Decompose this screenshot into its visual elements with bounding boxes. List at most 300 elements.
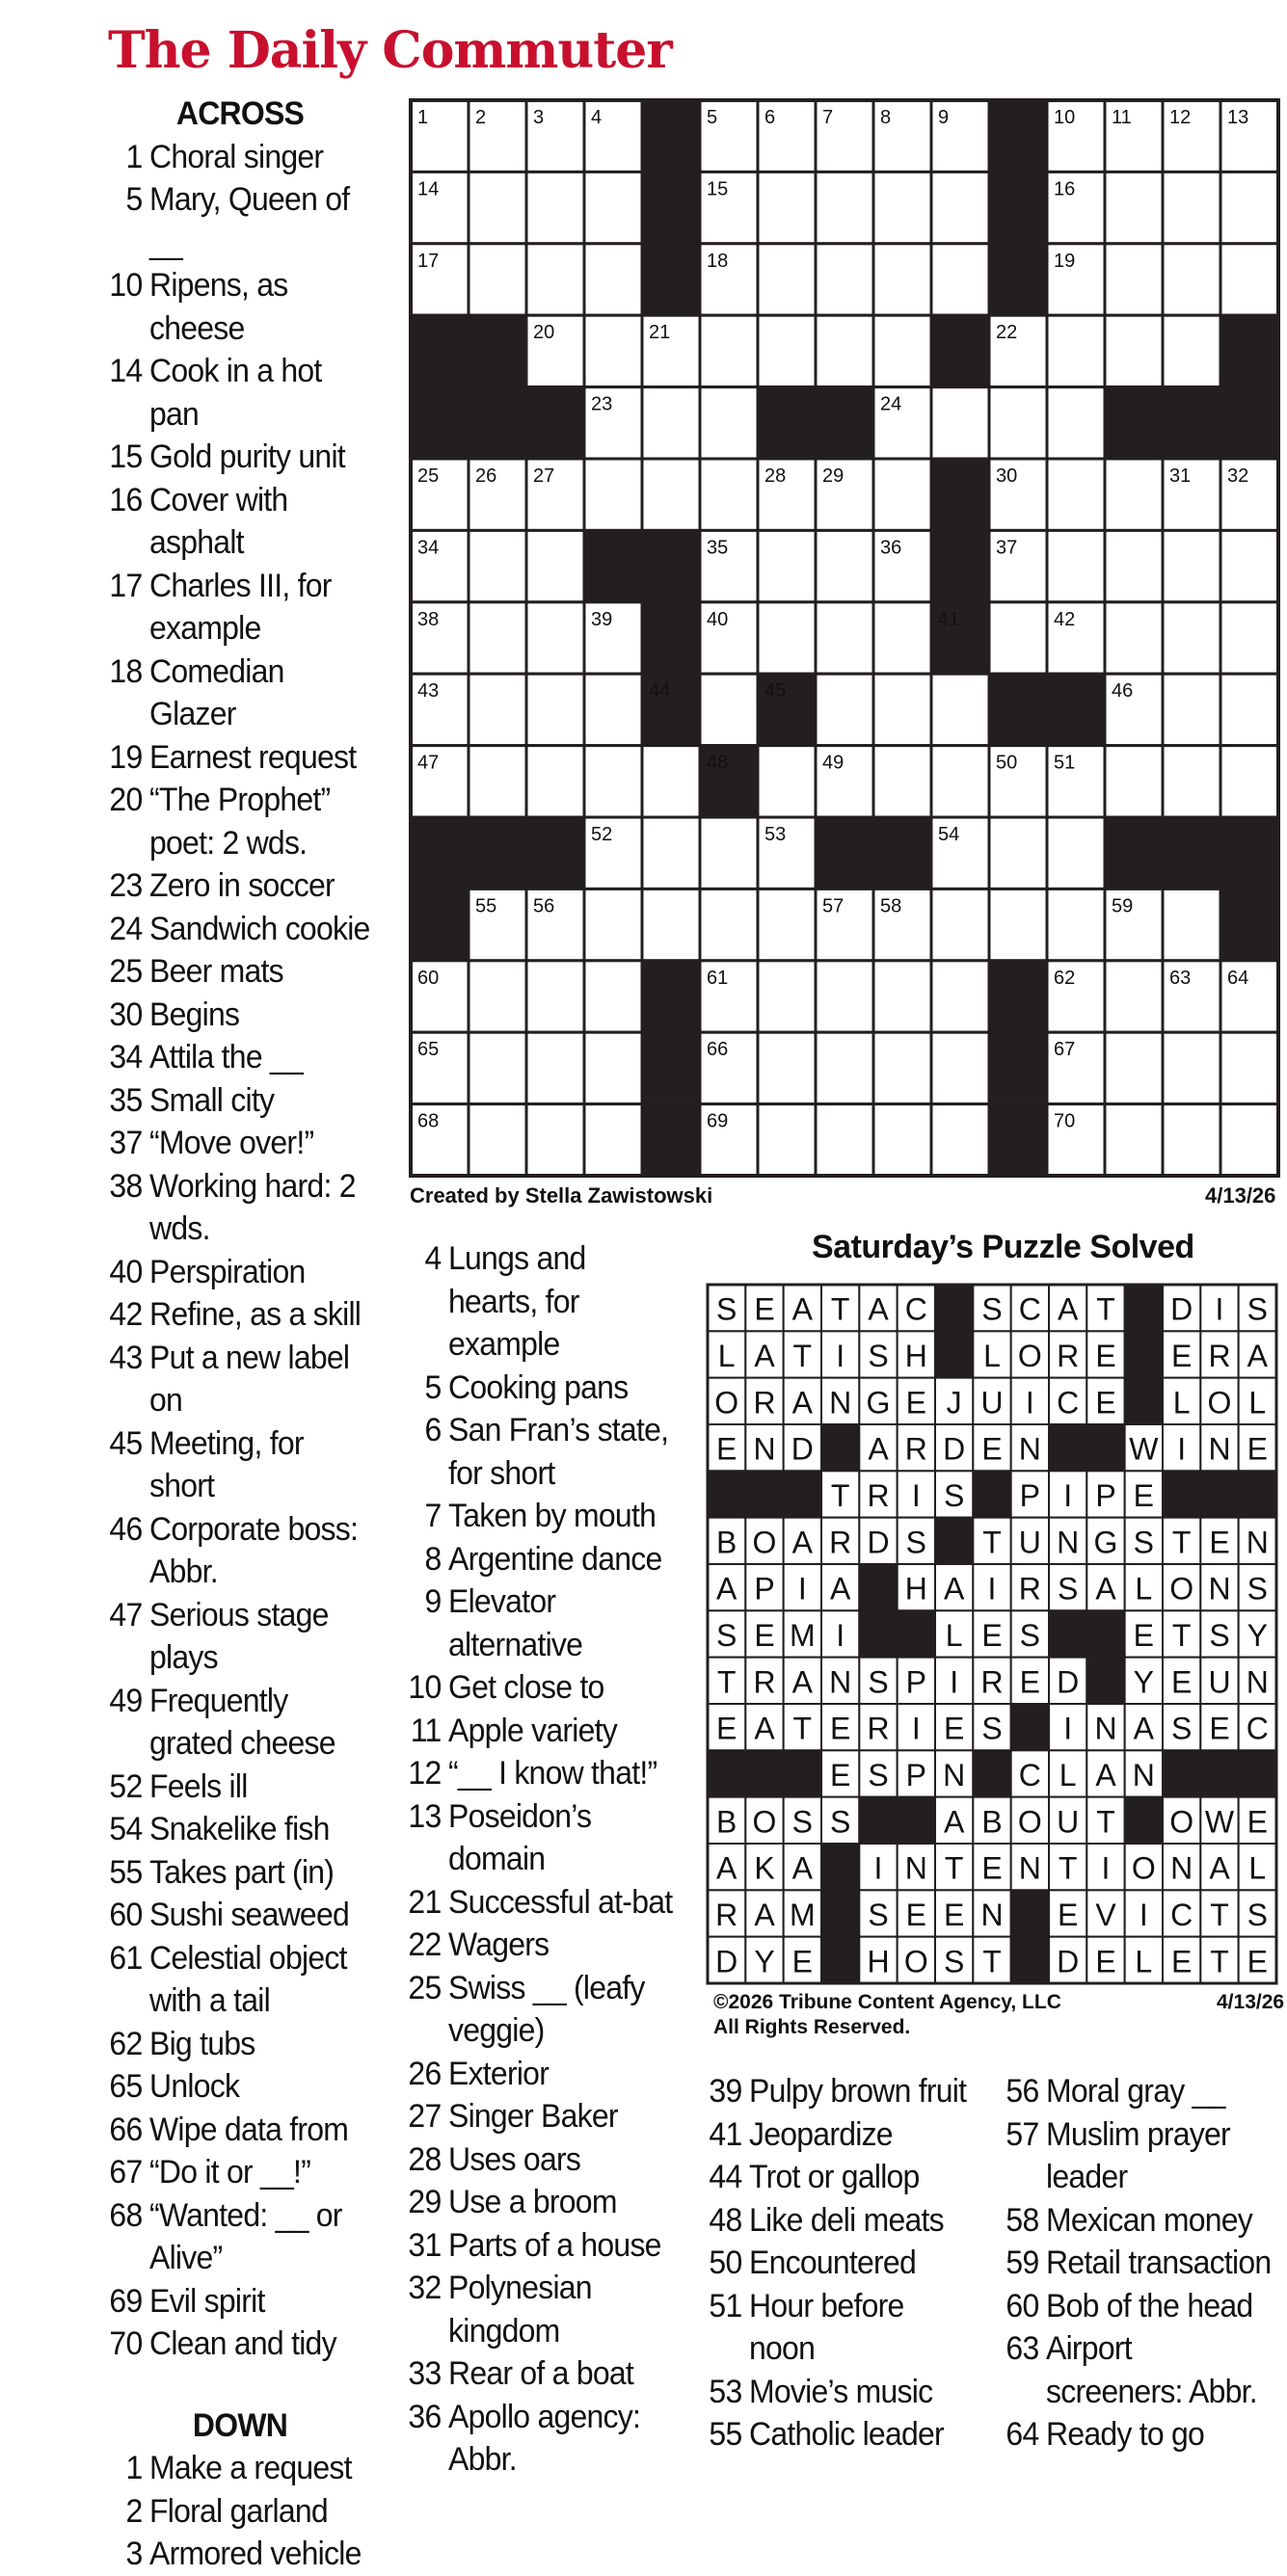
clue-number: 1 — [125, 138, 143, 175]
solution-letter: O — [1207, 1385, 1232, 1421]
solution-letter: A — [754, 1339, 775, 1374]
grid-cell[interactable] — [873, 746, 931, 817]
solution-letter: N — [1132, 1758, 1155, 1793]
solution-letter: A — [791, 1664, 814, 1700]
grid-cell[interactable] — [873, 459, 931, 530]
solution-letter: S — [868, 1339, 889, 1374]
clue-text: Put a new label on — [149, 1339, 350, 1419]
solution-letter: L — [1135, 1944, 1153, 1979]
grid-cell[interactable] — [931, 674, 989, 745]
clue-text: Movie’s music — [749, 2373, 933, 2410]
solution-letter: C — [1246, 1711, 1269, 1746]
solution-letter: T — [1096, 1291, 1115, 1327]
grid-cell[interactable] — [758, 961, 816, 1032]
clue-item — [403, 1710, 675, 1753]
grid-cell[interactable] — [1105, 602, 1163, 674]
solution-block — [1086, 1658, 1124, 1704]
cell-number: 20 — [533, 322, 555, 344]
grid-cell[interactable] — [584, 244, 642, 315]
grid-cell[interactable] — [526, 674, 584, 745]
grid-cell[interactable] — [1220, 602, 1278, 674]
grid-cell[interactable] — [816, 244, 873, 315]
clue-item — [104, 864, 376, 908]
grid-cell[interactable] — [526, 1032, 584, 1103]
solution-letter: E — [1019, 1664, 1041, 1700]
solution-block — [708, 1750, 745, 1796]
clue-number: 30 — [109, 996, 143, 1033]
solution-letter: E — [715, 1711, 737, 1746]
grid-cell[interactable] — [1220, 746, 1278, 817]
clue-text: Parts of a house — [448, 2226, 661, 2264]
grid-cell[interactable] — [1163, 315, 1220, 386]
grid-cell[interactable] — [816, 315, 873, 386]
clue-number: 33 — [408, 2355, 442, 2392]
cell-number: 69 — [707, 1110, 729, 1132]
solution-letter: A — [1247, 1339, 1269, 1374]
solution-letter: A — [943, 1804, 965, 1840]
grid-cell[interactable] — [1163, 244, 1220, 315]
clue-item — [104, 2447, 376, 2490]
grid-cell[interactable] — [584, 889, 642, 960]
cell-number: 23 — [591, 393, 613, 415]
solution-block — [859, 1797, 897, 1844]
clue-number: 25 — [408, 1969, 442, 2006]
grid-cell[interactable] — [1163, 1032, 1220, 1103]
solution-letter: E — [1170, 1664, 1193, 1700]
grid-cell[interactable] — [758, 172, 816, 243]
grid-cell[interactable] — [931, 244, 989, 315]
cell-number: 48 — [707, 752, 729, 774]
grid-cell[interactable] — [758, 746, 816, 817]
cell-number: 10 — [1054, 107, 1076, 128]
clue-item — [403, 1538, 675, 1581]
solution-letter: U — [1057, 1804, 1080, 1840]
clue-text: Taken by mouth — [448, 1498, 657, 1534]
clue-number: 41 — [709, 2115, 742, 2153]
cell-number: 24 — [880, 393, 902, 415]
clue-number: 44 — [709, 2159, 742, 2195]
grid-cell[interactable] — [1047, 315, 1105, 386]
solution-letter: L — [983, 1339, 1001, 1374]
grid-cell[interactable] — [931, 1032, 989, 1103]
grid-block — [642, 1104, 700, 1176]
grid-block — [469, 387, 526, 459]
solution-block — [1086, 1424, 1124, 1471]
clue-item — [704, 2156, 976, 2199]
grid-cell[interactable] — [584, 315, 642, 386]
solution-grid — [706, 1283, 1279, 1986]
solution-letter: H — [904, 1339, 927, 1374]
grid-cell[interactable] — [1163, 889, 1220, 960]
solution-letter: N — [980, 1898, 1004, 1933]
grid-cell[interactable] — [873, 674, 931, 745]
grid-cell[interactable] — [642, 889, 700, 960]
clue-item — [104, 1337, 376, 1422]
clue-item — [104, 1079, 376, 1123]
cell-number: 38 — [417, 608, 440, 630]
cell-number: 43 — [417, 680, 440, 703]
solution-letter: L — [1248, 1850, 1267, 1886]
cell-number: 14 — [417, 178, 440, 200]
grid-cell[interactable] — [469, 961, 526, 1032]
solution-block — [1011, 1704, 1049, 1750]
grid-cell[interactable] — [469, 530, 526, 601]
grid-cell[interactable] — [642, 746, 700, 817]
grid-cell[interactable] — [1047, 817, 1105, 889]
grid-cell[interactable] — [526, 746, 584, 817]
down-clues-column-3 — [704, 2070, 976, 2456]
clue-number: 24 — [109, 910, 143, 947]
grid-cell[interactable] — [816, 961, 873, 1032]
cell-number: 26 — [475, 465, 497, 487]
clue-text: Cover with asphalt — [149, 481, 288, 561]
clue-number: 5 — [125, 181, 143, 218]
grid-cell[interactable] — [1105, 746, 1163, 817]
grid-cell[interactable] — [469, 674, 526, 745]
clue-text: Mexican money — [1046, 2201, 1253, 2239]
grid-block — [411, 889, 469, 960]
grid-cell[interactable] — [816, 1104, 873, 1176]
clue-text: Uses oars — [448, 2140, 581, 2178]
clue-text: Sandwich cookie — [149, 910, 370, 947]
grid-cell[interactable] — [1220, 244, 1278, 315]
grid-cell[interactable] — [700, 387, 758, 459]
solution-letter: S — [905, 1525, 927, 1560]
grid-cell[interactable] — [931, 172, 989, 243]
clue-number: 11 — [410, 1712, 442, 1749]
grid-cell[interactable] — [1047, 889, 1105, 960]
grid-block — [642, 1032, 700, 1103]
grid-cell[interactable] — [584, 172, 642, 243]
grid-cell[interactable] — [584, 746, 642, 817]
grid-cell[interactable] — [584, 674, 642, 745]
clue-number: 8 — [424, 1540, 442, 1578]
grid-cell[interactable] — [931, 1104, 989, 1176]
grid-cell[interactable] — [1163, 1104, 1220, 1176]
solution-letter: D — [791, 1431, 814, 1467]
grid-cell[interactable] — [1105, 1032, 1163, 1103]
grid-block — [989, 674, 1047, 745]
grid-cell[interactable] — [816, 674, 873, 745]
clue-number: 28 — [408, 2140, 442, 2178]
clue-text: Wagers — [448, 1926, 550, 1963]
clue-text: Perspiration — [149, 1253, 306, 1290]
solution-letter: U — [1208, 1664, 1231, 1700]
solution-letter: D — [867, 1525, 890, 1560]
solution-letter: N — [943, 1758, 966, 1793]
grid-cell[interactable] — [758, 1104, 816, 1176]
solution-letter: I — [1063, 1478, 1073, 1514]
clue-item — [104, 178, 376, 264]
grid-block — [642, 530, 700, 601]
grid-cell[interactable] — [1163, 530, 1220, 601]
clue-number: 17 — [109, 567, 143, 604]
solution-letter: S — [1019, 1618, 1041, 1654]
solution-letter: E — [981, 1618, 1003, 1654]
clue-item — [704, 2371, 976, 2414]
solution-letter: E — [1095, 1339, 1116, 1374]
clue-number: 26 — [408, 2055, 442, 2092]
grid-cell[interactable] — [1105, 172, 1163, 243]
solution-letter: E — [829, 1758, 851, 1793]
solution-letter: E — [1133, 1618, 1155, 1654]
cell-number: 63 — [1169, 967, 1192, 989]
cell-number: 6 — [764, 107, 776, 128]
grid-cell[interactable] — [1220, 530, 1278, 601]
solution-letter: R — [980, 1664, 1004, 1700]
crossword-grid[interactable] — [407, 96, 1282, 1180]
clue-number: 35 — [109, 1081, 143, 1119]
solution-letter: N — [1246, 1664, 1269, 1700]
clue-item — [403, 2053, 675, 2096]
clue-item — [403, 2267, 675, 2352]
grid-block — [989, 172, 1047, 243]
grid-cell[interactable] — [989, 602, 1047, 674]
clue-number: 48 — [709, 2201, 742, 2239]
grid-cell[interactable] — [989, 817, 1047, 889]
solution-letter: R — [753, 1385, 776, 1421]
clue-text: San Fran’s state, for short — [448, 1412, 669, 1492]
solution-letter: A — [791, 1385, 814, 1421]
grid-cell[interactable] — [1105, 961, 1163, 1032]
grid-cell[interactable] — [989, 387, 1047, 459]
grid-block — [1105, 817, 1163, 889]
cell-number: 5 — [707, 107, 718, 128]
solution-letter: T — [1210, 1898, 1229, 1933]
solution-block — [821, 1844, 859, 1890]
clue-item — [104, 1851, 376, 1895]
clue-number: 10 — [408, 1669, 442, 1706]
clue-item — [104, 1508, 376, 1594]
grid-cell[interactable] — [469, 746, 526, 817]
cell-number: 34 — [417, 537, 440, 559]
grid-cell[interactable] — [931, 961, 989, 1032]
cell-number: 66 — [707, 1039, 729, 1061]
grid-cell[interactable] — [1047, 459, 1105, 530]
down-clues-column-2 — [403, 1237, 675, 2482]
grid-cell[interactable] — [873, 172, 931, 243]
solution-letter: E — [1209, 1711, 1230, 1746]
grid-cell[interactable] — [1105, 530, 1163, 601]
grid-cell[interactable] — [1047, 387, 1105, 459]
clue-text: Apple variety — [448, 1712, 617, 1749]
grid-cell[interactable] — [1163, 602, 1220, 674]
down-clues-column-4 — [1001, 2070, 1273, 2456]
clue-item — [104, 2280, 376, 2324]
solution-letter: R — [753, 1664, 776, 1700]
grid-cell[interactable] — [526, 602, 584, 674]
grid-cell[interactable] — [469, 244, 526, 315]
grid-cell[interactable] — [526, 172, 584, 243]
cell-number: 57 — [822, 895, 845, 917]
grid-cell[interactable] — [584, 459, 642, 530]
cell-number: 52 — [591, 824, 613, 845]
grid-cell[interactable] — [873, 1032, 931, 1103]
clue-number: 31 — [408, 2226, 442, 2264]
solution-letter: E — [1057, 1898, 1079, 1933]
solution-letter: E — [981, 1431, 1003, 1467]
grid-cell[interactable] — [758, 1032, 816, 1103]
grid-cell[interactable] — [758, 244, 816, 315]
grid-block — [1105, 387, 1163, 459]
grid-cell[interactable] — [700, 315, 758, 386]
clue-number: 68 — [109, 2196, 143, 2234]
clue-number: 29 — [408, 2184, 442, 2220]
solution-letter: I — [987, 1571, 997, 1607]
clue-text: Muslim prayer leader — [1046, 2115, 1230, 2195]
solution-letter: N — [753, 1431, 776, 1467]
grid-cell[interactable] — [1220, 1104, 1278, 1176]
puzzle-date: 4/13/26 — [1205, 1183, 1276, 1208]
solution-letter: R — [829, 1525, 852, 1560]
grid-cell[interactable] — [700, 674, 758, 745]
grid-cell[interactable] — [816, 530, 873, 601]
cell-number: 13 — [1227, 107, 1249, 128]
clue-item — [704, 2199, 976, 2243]
solution-letter: A — [868, 1431, 889, 1467]
solution-letter: S — [943, 1944, 965, 1979]
solution-letter: P — [905, 1664, 927, 1700]
grid-cell[interactable] — [816, 1032, 873, 1103]
solution-letter: S — [715, 1291, 737, 1327]
solution-letter: A — [1209, 1850, 1230, 1886]
clue-item — [403, 2138, 675, 2182]
grid-cell[interactable] — [1105, 1104, 1163, 1176]
grid-cell[interactable] — [1220, 674, 1278, 745]
clue-number: 22 — [408, 1926, 442, 1963]
grid-cell[interactable] — [816, 172, 873, 243]
cell-number: 47 — [417, 752, 440, 774]
grid-cell[interactable] — [873, 315, 931, 386]
grid-cell[interactable] — [526, 1104, 584, 1176]
clue-number: 7 — [424, 1498, 442, 1534]
grid-cell[interactable] — [526, 961, 584, 1032]
clue-number: 56 — [1005, 2073, 1039, 2110]
cell-number: 36 — [880, 537, 902, 559]
solution-letter: T — [792, 1711, 813, 1746]
grid-cell[interactable] — [758, 602, 816, 674]
grid-cell[interactable] — [469, 1104, 526, 1176]
grid-cell[interactable] — [1105, 315, 1163, 386]
clue-text: Like deli meats — [749, 2201, 944, 2239]
cell-number: 19 — [1054, 250, 1076, 272]
clue-text: Snakelike fish — [149, 1811, 330, 1847]
solution-letter: M — [790, 1898, 816, 1933]
solution-letter: I — [911, 1711, 921, 1746]
grid-cell[interactable] — [758, 889, 816, 960]
grid-cell[interactable] — [642, 387, 700, 459]
grid-block — [526, 387, 584, 459]
cell-number: 39 — [591, 608, 613, 630]
grid-cell[interactable] — [873, 602, 931, 674]
clue-item — [1001, 2327, 1273, 2413]
grid-cell[interactable] — [584, 961, 642, 1032]
grid-cell[interactable] — [1105, 244, 1163, 315]
grid-cell[interactable] — [469, 602, 526, 674]
grid-cell[interactable] — [931, 889, 989, 960]
cell-number: 70 — [1054, 1110, 1076, 1132]
clue-number: 46 — [109, 1510, 143, 1548]
grid-cell[interactable] — [584, 1032, 642, 1103]
clue-number: 18 — [109, 652, 143, 690]
clue-number: 39 — [709, 2073, 742, 2110]
grid-cell[interactable] — [700, 889, 758, 960]
clue-item — [403, 1580, 675, 1666]
solution-letter: C — [904, 1291, 927, 1327]
grid-cell[interactable] — [758, 315, 816, 386]
grid-cell[interactable] — [873, 961, 931, 1032]
grid-cell[interactable] — [700, 817, 758, 889]
solution-letter: C — [1018, 1291, 1041, 1327]
clue-number: 16 — [109, 481, 143, 518]
grid-cell[interactable] — [526, 244, 584, 315]
clue-text: Cooking pans — [448, 1368, 629, 1406]
grid-cell[interactable] — [873, 244, 931, 315]
clue-item — [104, 1680, 376, 1766]
solution-letter: N — [1094, 1711, 1117, 1746]
solution-letter: R — [904, 1431, 927, 1467]
clue-text: Armored vehicle — [149, 2536, 362, 2572]
grid-cell[interactable] — [931, 746, 989, 817]
clue-item — [704, 2413, 976, 2456]
cell-number: 31 — [1169, 465, 1192, 487]
grid-cell[interactable] — [469, 1032, 526, 1103]
grid-cell[interactable] — [1163, 746, 1220, 817]
solution-letter: T — [944, 1850, 964, 1886]
grid-cell[interactable] — [758, 530, 816, 601]
solution-letter: O — [1169, 1804, 1194, 1840]
cell-number: 44 — [649, 680, 671, 703]
cell-number: 54 — [938, 824, 960, 845]
clue-text: Poseidon’s domain — [448, 1797, 592, 1877]
grid-cell[interactable] — [873, 1104, 931, 1176]
grid-cell[interactable] — [816, 602, 873, 674]
solution-letter: E — [1095, 1385, 1116, 1421]
clue-number: 66 — [109, 2111, 143, 2148]
grid-cell[interactable] — [1163, 172, 1220, 243]
grid-cell[interactable] — [1163, 674, 1220, 745]
solution-letter: C — [1057, 1385, 1080, 1421]
solution-date: 4/13/26 — [1217, 1991, 1285, 2013]
grid-cell[interactable] — [584, 1104, 642, 1176]
grid-cell[interactable] — [642, 817, 700, 889]
clue-item — [704, 2285, 976, 2371]
grid-cell[interactable] — [1220, 1032, 1278, 1103]
clue-number: 67 — [109, 2154, 143, 2191]
grid-cell[interactable] — [931, 387, 989, 459]
solution-letter: Y — [1133, 1664, 1155, 1700]
clue-item — [104, 1422, 376, 1508]
clue-text: Frequently grated cheese — [149, 1682, 335, 1762]
solution-letter: E — [1170, 1944, 1193, 1979]
grid-cell[interactable] — [642, 459, 700, 530]
solution-letter: D — [1170, 1291, 1193, 1327]
grid-cell[interactable] — [1220, 172, 1278, 243]
solution-block — [898, 1610, 935, 1657]
solution-letter: E — [943, 1711, 965, 1746]
grid-cell[interactable] — [526, 530, 584, 601]
grid-cell[interactable] — [1105, 459, 1163, 530]
grid-cell[interactable] — [469, 172, 526, 243]
solution-letter: I — [1139, 1898, 1148, 1933]
clue-item — [403, 2095, 675, 2138]
clue-number: 63 — [1005, 2330, 1039, 2367]
clue-item — [104, 2065, 376, 2109]
grid-cell[interactable] — [989, 889, 1047, 960]
solution-letter: O — [714, 1385, 739, 1421]
grid-cell[interactable] — [700, 459, 758, 530]
grid-cell[interactable] — [1047, 530, 1105, 601]
